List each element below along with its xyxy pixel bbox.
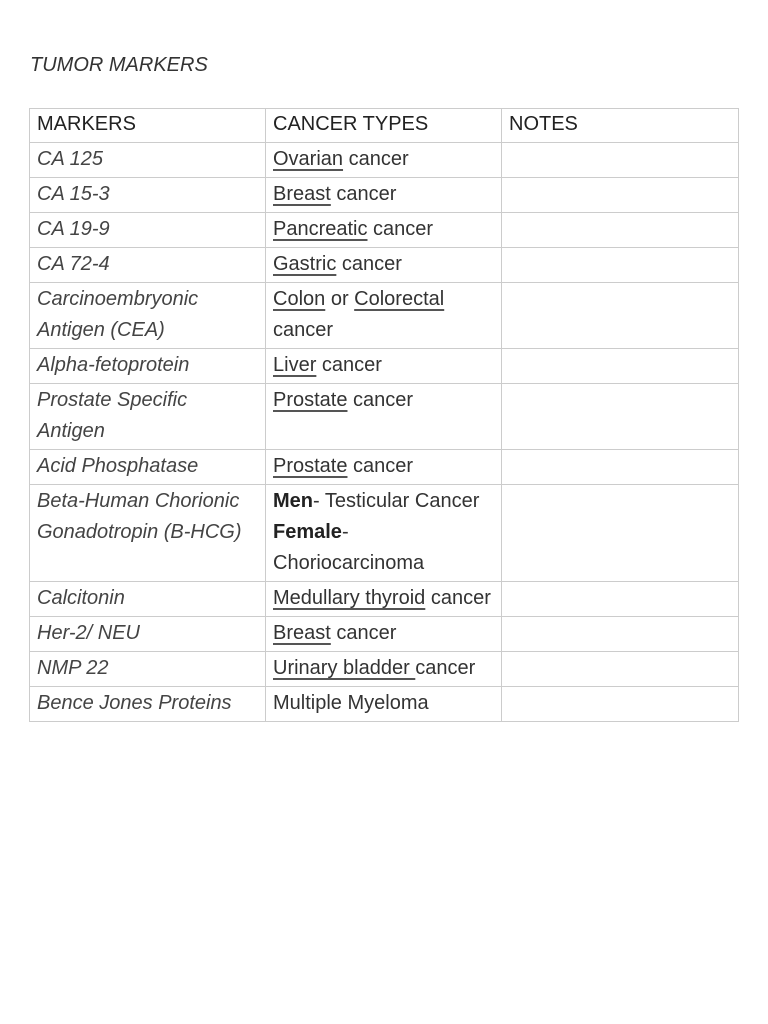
cancer-type-cell	[266, 450, 502, 485]
notes-cell	[502, 687, 739, 722]
page-title: TUMOR MARKERS	[30, 54, 208, 76]
men-cancer-text: - Testicular Cancer	[313, 490, 480, 512]
cancer-type-text: cancer	[425, 587, 491, 609]
marker-cell: Bence Jones Proteins	[30, 687, 266, 722]
cancer-type-cell	[266, 283, 502, 349]
cancer-type-link[interactable]: Ovarian	[273, 148, 344, 170]
cancer-type-link[interactable]: Colorectal	[354, 288, 445, 310]
cancer-type-text: or	[325, 288, 355, 310]
cancer-type-link[interactable]: Breast	[273, 622, 331, 644]
cancer-type-text: cancer	[347, 455, 414, 477]
cancer-type-text: cancer	[330, 183, 397, 205]
female-cancer-text: - Choriocarcinoma	[273, 521, 425, 574]
cancer-type-link[interactable]: Pancreatic	[273, 218, 368, 240]
tumor-markers-table	[29, 108, 739, 722]
table-row	[30, 687, 739, 722]
notes-cell	[502, 248, 739, 283]
table-row	[30, 178, 739, 213]
cancer-type-text: cancer	[367, 218, 434, 240]
marker-cell: CA 19-9	[30, 213, 266, 248]
notes-cell	[502, 652, 739, 687]
cancer-type-link[interactable]: Gastric	[273, 253, 337, 275]
cancer-type-text: cancer	[336, 253, 402, 275]
cancer-type-link[interactable]: Colon	[273, 288, 326, 310]
column-header-markers: MARKERS	[30, 109, 266, 143]
cancer-type-cell	[266, 349, 502, 384]
marker-cell: Alpha-fetoprotein	[30, 349, 266, 384]
table-row	[30, 213, 739, 248]
marker-cell: Beta-Human Chorionic Gonadotropin (B-HCG)	[30, 485, 266, 582]
cancer-type-text: cancer	[316, 354, 382, 376]
marker-cell: Calcitonin	[30, 582, 266, 617]
table-row	[30, 485, 739, 582]
cancer-type-link[interactable]: Liver	[273, 354, 317, 376]
table-row	[30, 248, 739, 283]
notes-cell	[502, 485, 739, 582]
men-label: Men	[273, 490, 313, 512]
cancer-type-cell	[266, 652, 502, 687]
cancer-type-link[interactable]: Urinary bladder	[273, 657, 416, 679]
marker-cell: Her-2/ NEU	[30, 617, 266, 652]
notes-cell	[502, 450, 739, 485]
cancer-type-cell	[266, 582, 502, 617]
cancer-type-cell	[266, 248, 502, 283]
cancer-type-cell: Multiple Myeloma	[266, 687, 502, 722]
notes-cell	[502, 178, 739, 213]
notes-cell	[502, 349, 739, 384]
column-header-notes: NOTES	[502, 109, 739, 143]
notes-cell	[502, 283, 739, 349]
notes-cell	[502, 617, 739, 652]
marker-cell: CA 15-3	[30, 178, 266, 213]
notes-cell	[502, 143, 739, 178]
cancer-type-link[interactable]: Prostate	[273, 455, 348, 477]
column-header-cancer-types: CANCER TYPES	[266, 109, 502, 143]
cancer-type-cell	[266, 178, 502, 213]
table-row	[30, 582, 739, 617]
table-row	[30, 283, 739, 349]
table-row	[30, 384, 739, 450]
table-row	[30, 652, 739, 687]
marker-cell: Prostate Specific Antigen	[30, 384, 266, 450]
notes-cell	[502, 213, 739, 248]
table-row	[30, 450, 739, 485]
marker-cell: Acid Phosphatase	[30, 450, 266, 485]
marker-cell: CA 72-4	[30, 248, 266, 283]
cancer-type-link[interactable]: Breast	[273, 183, 331, 205]
cancer-type-text: cancer	[415, 657, 476, 679]
cancer-type-cell	[266, 384, 502, 450]
cancer-type-link[interactable]: Prostate	[273, 389, 348, 411]
cancer-type-cell	[266, 485, 502, 582]
marker-cell: Carcinoembryonic Antigen (CEA)	[30, 283, 266, 349]
cancer-type-text: cancer	[347, 389, 414, 411]
table-header-row	[30, 109, 739, 143]
cancer-type-cell	[266, 213, 502, 248]
cancer-type-text: cancer	[330, 622, 397, 644]
cancer-type-text: cancer	[343, 148, 409, 170]
table-row	[30, 143, 739, 178]
marker-cell: CA 125	[30, 143, 266, 178]
cancer-type-cell	[266, 617, 502, 652]
marker-cell: NMP 22	[30, 652, 266, 687]
cancer-type-link[interactable]: Medullary thyroid	[273, 587, 426, 609]
notes-cell	[502, 582, 739, 617]
table-row	[30, 349, 739, 384]
cancer-type-text: cancer	[273, 319, 334, 341]
table-row	[30, 617, 739, 652]
cancer-type-cell	[266, 143, 502, 178]
notes-cell	[502, 384, 739, 450]
female-label: Female	[273, 521, 342, 543]
